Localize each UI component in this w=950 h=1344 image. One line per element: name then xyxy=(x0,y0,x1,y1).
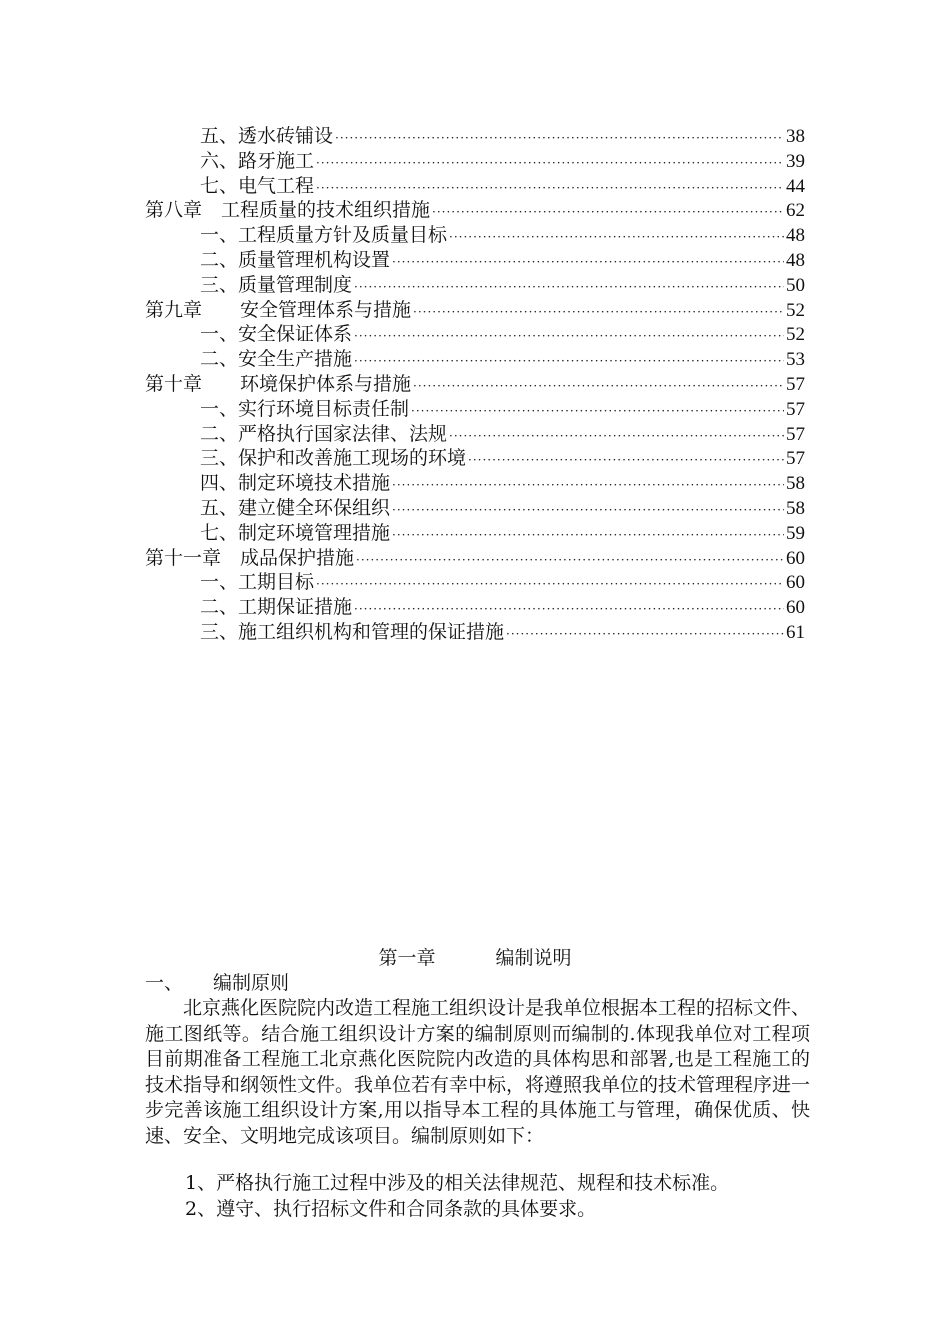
toc-entry-title: 第十章 环境保护体系与措施 xyxy=(145,372,412,395)
toc-entry-page: 57 xyxy=(786,448,805,470)
toc-entry-title: 一、安全保证体系 xyxy=(200,323,353,346)
toc-entry-title: 第九章 安全管理体系与措施 xyxy=(145,298,412,321)
toc-entry-title: 五、透水砖铺设 xyxy=(200,125,334,147)
section-title: 编制原则 xyxy=(213,972,290,994)
toc-dot-leader xyxy=(316,176,784,201)
toc-entry-title: 第八章 工程质量的技术组织措施 xyxy=(145,199,431,222)
toc-entry xyxy=(145,620,805,645)
toc-entry-page: 57 xyxy=(786,398,805,420)
chapter-number: 第一章 xyxy=(378,947,436,969)
toc-entry xyxy=(145,347,805,372)
toc-entry-title: 一、实行环境目标责任制 xyxy=(200,397,410,420)
section-number: 一、 xyxy=(145,972,184,994)
toc-dot-leader xyxy=(449,225,784,250)
toc-dot-leader xyxy=(354,349,784,374)
toc-dot-leader xyxy=(392,498,784,523)
toc-entry xyxy=(145,198,805,223)
toc-dot-leader xyxy=(392,473,784,498)
toc-dot-leader xyxy=(468,448,784,473)
toc-entry-page: 60 xyxy=(786,547,805,569)
toc-dot-leader xyxy=(356,548,784,573)
toc-entry-page: 48 xyxy=(786,249,805,271)
toc-entry-title: 七、电气工程 xyxy=(200,174,315,197)
toc-entry-page: 50 xyxy=(786,274,805,296)
toc-dot-leader xyxy=(449,424,784,449)
toc-dot-leader xyxy=(413,374,784,399)
chapter-title: 编制说明 xyxy=(495,947,572,969)
toc-entry-title: 四、制定环境技术措施 xyxy=(200,472,391,495)
toc-dot-leader xyxy=(354,324,784,349)
toc-entry-page: 48 xyxy=(786,225,805,247)
toc-entry xyxy=(145,546,805,571)
toc-entry xyxy=(145,595,805,620)
toc-entry-page: 38 xyxy=(786,126,805,147)
toc-entry xyxy=(145,471,805,496)
section-heading xyxy=(145,970,289,996)
toc-entry xyxy=(145,223,805,248)
toc-entry-page: 62 xyxy=(786,200,805,222)
toc-entry-page: 60 xyxy=(786,597,805,619)
toc-dot-leader xyxy=(354,597,784,622)
toc-entry-title: 第十一章 成品保护措施 xyxy=(145,546,355,569)
toc-entry-title: 七、制定环境管理措施 xyxy=(200,521,391,544)
toc-dot-leader xyxy=(335,126,784,151)
toc-dot-leader xyxy=(392,523,784,548)
toc-entry-title: 五、建立健全环保组织 xyxy=(200,496,391,519)
toc-entry-title: 二、严格执行国家法律、法规 xyxy=(200,422,448,445)
toc-entry-title: 一、工期目标 xyxy=(200,571,315,594)
toc-dot-leader xyxy=(392,250,784,275)
toc-entry xyxy=(145,322,805,347)
toc-entry-page: 57 xyxy=(786,423,805,445)
toc-dot-leader xyxy=(316,572,784,597)
toc-entry xyxy=(145,446,805,471)
toc-dot-leader xyxy=(506,622,784,647)
toc-entry-page: 59 xyxy=(786,522,805,544)
toc-entry-page: 58 xyxy=(786,497,805,519)
table-of-contents xyxy=(145,124,805,645)
toc-entry-page: 58 xyxy=(786,473,805,495)
toc-entry xyxy=(145,124,805,149)
toc-entry-title: 三、施工组织机构和管理的保证措施 xyxy=(200,620,505,643)
toc-entry xyxy=(145,496,805,521)
toc-entry xyxy=(145,422,805,447)
toc-entry-page: 57 xyxy=(786,373,805,395)
chapter-heading xyxy=(0,944,950,972)
toc-entry xyxy=(145,273,805,298)
toc-entry-title: 三、保护和改善施工现场的环境 xyxy=(200,447,467,470)
toc-entry-title: 一、工程质量方针及质量目标 xyxy=(200,224,448,247)
toc-entry xyxy=(145,521,805,546)
toc-entry xyxy=(145,149,805,174)
toc-entry xyxy=(145,397,805,422)
toc-entry-title: 六、路牙施工 xyxy=(200,149,315,172)
toc-entry xyxy=(145,298,805,323)
toc-entry-page: 60 xyxy=(786,572,805,594)
toc-entry xyxy=(145,570,805,595)
toc-entry-title: 二、工期保证措施 xyxy=(200,596,353,619)
toc-entry-page: 52 xyxy=(786,324,805,346)
toc-entry xyxy=(145,174,805,199)
toc-dot-leader xyxy=(411,399,784,424)
toc-entry-title: 二、质量管理机构设置 xyxy=(200,248,391,271)
toc-dot-leader xyxy=(354,275,784,300)
toc-dot-leader xyxy=(316,151,784,176)
toc-entry-title: 三、质量管理制度 xyxy=(200,273,353,296)
toc-dot-leader xyxy=(413,300,784,325)
toc-entry-page: 53 xyxy=(786,349,805,371)
toc-entry-page: 39 xyxy=(786,150,805,172)
toc-dot-leader xyxy=(432,200,784,225)
body-paragraph: 北京燕化医院院内改造工程施工组织设计是我单位根据本工程的招标文件、施工图纸等。结合施工组织设计方案的编制原则而编制的.体现我单位对工程项目前期准备工程施工北京燕化医院院内改造的具体构思和部署,也是工程施工的技术指导和纲领性文件。我单位若有幸中标，将遵照我单位的技术管理程序进一步完善该施工组织设计方案,用以指导本工程的具体施工与管理，确保优质、快速、安全、文明地完成该项目。编制原则如下： xyxy=(145,997,811,1147)
toc-entry-title: 二、安全生产措施 xyxy=(200,348,353,371)
toc-entry-page: 52 xyxy=(786,299,805,321)
toc-entry-page: 44 xyxy=(786,175,805,197)
toc-entry xyxy=(145,248,805,273)
toc-entry-page: 61 xyxy=(786,621,805,643)
list-item: 1、严格执行施工过程中涉及的相关法律规范、规程和技术标准。 xyxy=(185,1172,730,1194)
toc-entry xyxy=(145,372,805,397)
list-item: 2、遵守、执行招标文件和合同条款的具体要求。 xyxy=(185,1198,597,1220)
